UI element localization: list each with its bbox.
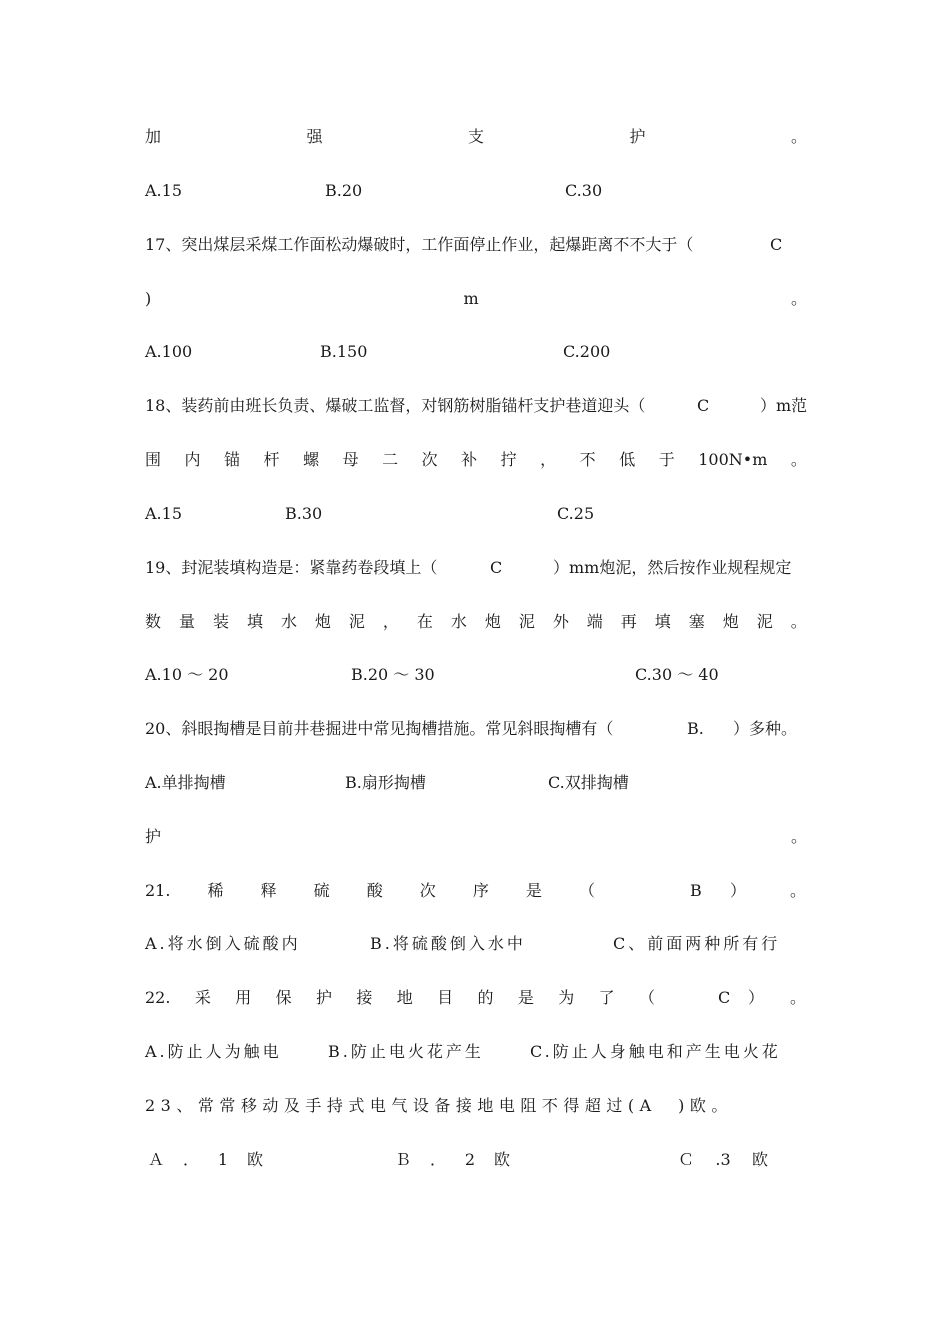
char: 填 — [654, 612, 671, 631]
q22-option-b: B.防止电火花产生 — [328, 1042, 484, 1061]
char: 母 — [342, 450, 359, 469]
q17-answer: C — [770, 235, 783, 254]
q20-option-b: B.扇形掏槽 — [345, 773, 426, 792]
q23-stem — [145, 1094, 807, 1118]
char: 外 — [552, 612, 569, 631]
char: 拧 — [500, 450, 517, 469]
char: 量 — [178, 612, 195, 631]
q18-option-a: A.15 — [145, 504, 182, 523]
char: m — [463, 289, 479, 308]
char: 。 — [790, 127, 807, 146]
q19-option-b: B.20 ～ 30 — [351, 665, 435, 684]
q18-option-c: C.25 — [557, 504, 595, 523]
q19-stem — [145, 556, 807, 580]
char: 。 — [790, 289, 807, 308]
q20-option-c: C.双排掏槽 — [548, 773, 629, 792]
q17-stem — [145, 233, 807, 257]
q16-option-b: B.20 — [325, 181, 363, 200]
q17-stem-text: 17、突出煤层采煤工作面松动爆破时，工作面停止作业，起爆距离不不大于（ — [145, 235, 694, 254]
q19-stem-text-a: 19、封泥装填构造是：紧靠药卷段填上（ — [145, 558, 438, 577]
q20-stem — [145, 717, 807, 741]
char: 塞 — [688, 612, 705, 631]
char: 锚 — [224, 450, 241, 469]
q20-stem-text-b: ）多种。 — [733, 719, 798, 738]
char: 100N•m — [698, 450, 768, 469]
char: 炮 — [484, 612, 501, 631]
char: ， — [382, 612, 399, 631]
char: 低 — [619, 450, 636, 469]
char: 杆 — [263, 450, 280, 469]
char: 泥 — [348, 612, 365, 631]
q20-option-a: A.单排掏槽 — [145, 773, 226, 792]
char: 。 — [790, 827, 807, 846]
line-hu — [145, 825, 807, 849]
q17-stem-cont — [145, 287, 807, 311]
char: 炮 — [314, 612, 331, 631]
char: 次 — [421, 450, 438, 469]
char: 内 — [184, 450, 201, 469]
char: 不 — [579, 450, 596, 469]
char: 护 — [145, 827, 162, 846]
char: ) — [145, 289, 152, 308]
q17-option-b: B.150 — [320, 342, 368, 361]
q18-option-b: B.30 — [285, 504, 323, 523]
char: 强 — [306, 127, 323, 146]
char: 于 — [658, 450, 675, 469]
q18-stem-cont — [145, 448, 807, 472]
q21-close-paren: ） — [730, 881, 747, 900]
char: ， — [540, 450, 557, 469]
char: 补 — [461, 450, 478, 469]
char: 护 — [629, 127, 646, 146]
q22-answer: C — [718, 988, 731, 1007]
char: 泥 — [518, 612, 535, 631]
q21-answer: B — [690, 881, 702, 900]
char: 端 — [586, 612, 603, 631]
char: 支 — [467, 127, 484, 146]
q20-answer: B. — [687, 719, 704, 738]
line-jiaqiang-zhihu — [145, 125, 807, 149]
char: 加 — [145, 127, 162, 146]
char: 泥 — [756, 612, 773, 631]
q23-stem-text: 23、常常移动及手持式电气设备接地电阻不得超过(A )欧。 — [145, 1096, 733, 1115]
q22-option-a: A.防止人为触电 — [145, 1042, 282, 1061]
q18-stem — [145, 394, 807, 418]
q19-option-a: A.10 ～ 20 — [145, 665, 229, 684]
q21-end: 。 — [790, 881, 807, 900]
q19-stem-cont — [145, 610, 807, 634]
q16-option-a: A.15 — [145, 181, 182, 200]
q18-stem-text-a: 18、装药前由班长负责、爆破工监督，对钢筋树脂锚杆支护巷道迎头（ — [145, 396, 646, 415]
char: 再 — [620, 612, 637, 631]
q20-stem-text-a: 20、斜眼掏槽是目前井巷掘进中常见掏槽措施。常见斜眼掏槽有（ — [145, 719, 614, 738]
char: 围 — [145, 450, 162, 469]
char: 。 — [790, 450, 807, 469]
q19-answer: C — [490, 558, 503, 577]
q21-option-a: A.将水倒入硫酸内 — [145, 934, 301, 953]
char: 二 — [382, 450, 399, 469]
q16-option-c: C.30 — [565, 181, 603, 200]
char: 水 — [280, 612, 297, 631]
q17-option-c: C.200 — [563, 342, 611, 361]
q22-option-c: C.防止人身触电和产生电火花 — [530, 1042, 781, 1061]
q19-stem-text-b: ）mm炮泥，然后按作业规程规定 — [553, 558, 792, 577]
q19-option-c: C.30 ～ 40 — [635, 665, 719, 684]
char: 在 — [416, 612, 433, 631]
q17-option-a: A.100 — [145, 342, 193, 361]
q18-stem-text-b: ）m范 — [760, 396, 808, 415]
char: 装 — [212, 612, 229, 631]
char: 炮 — [722, 612, 739, 631]
char: 填 — [246, 612, 263, 631]
q18-answer: C — [697, 396, 710, 415]
q22-close-paren: ） — [748, 988, 765, 1007]
char: 数 — [145, 612, 162, 631]
char: 。 — [790, 612, 807, 631]
char: 水 — [450, 612, 467, 631]
q22-end: 。 — [790, 988, 807, 1007]
q21-option-c: C、前面两种所有行 — [613, 934, 781, 953]
q21-option-b: B.将硫酸倒入水中 — [370, 934, 526, 953]
char: 螺 — [303, 450, 320, 469]
